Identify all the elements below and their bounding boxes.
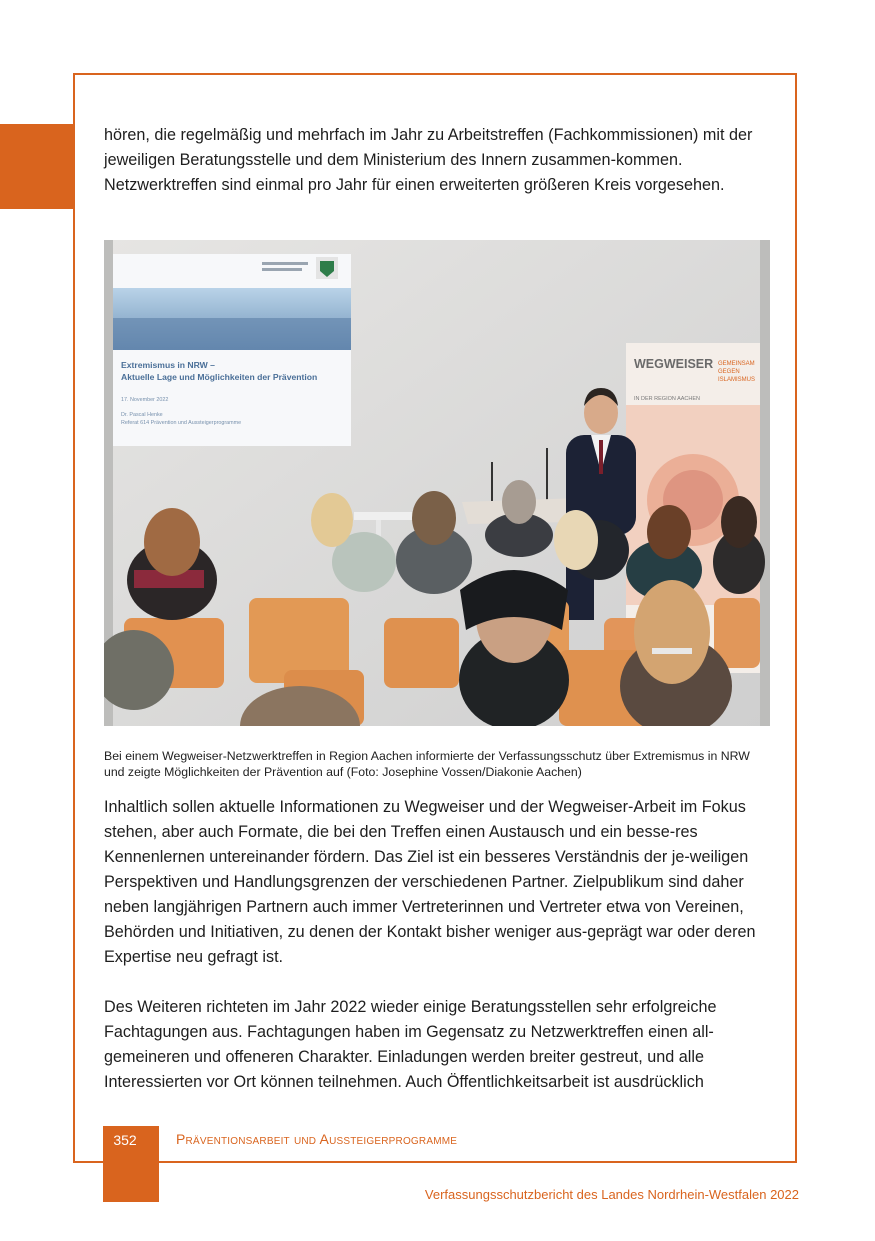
banner-brand: WEGWEISER xyxy=(634,357,714,371)
side-tab xyxy=(0,124,73,209)
section-title: Präventionsarbeit und Aussteigerprogramme xyxy=(176,1131,458,1147)
slide-title-line1: Extremismus in NRW – xyxy=(121,360,215,370)
banner-tagline-1: GEMEINSAM xyxy=(718,361,755,367)
slide-referat: Referat 614 Prävention und Aussteigerprogramme xyxy=(121,420,242,426)
projected-slide xyxy=(113,254,351,446)
page-number: 352 xyxy=(113,1132,137,1148)
banner-region: IN DER REGION AACHEN xyxy=(634,396,701,402)
slide-speaker: Dr. Pascal Henke xyxy=(121,412,163,418)
slide-date: 17. November 2022 xyxy=(121,397,169,403)
paragraph-bottom: Des Weiteren richteten im Jahr 2022 wieder einige Beratungsstellen sehr erfolgreiche Fachtagungen aus. Fachtagungen haben im Gegensatz zu Netzwerktreffen einen all-gemeineren und offeneren Charakter. Einladungen werden breiter gestreut, und alle Interessierten vor Ort können teilnehmen. Auch Öffentlichkeitsarbeit ist ausdrücklich xyxy=(104,998,717,1091)
paragraph-middle: Inhaltlich sollen aktuelle Informationen zu Wegweiser und der Wegweiser-Arbeit im Fokus stehen, aber auch Formate, die bei den Treffen einen Austausch und ein besse-res Kennenlernen untereinander fördern. Das Ziel ist ein besseres Verständnis der je-weiligen Perspektiven und Handlungsgrenzen der verschiedenen Partner. Zielpublikum sind daher neben langjährigen Partnern auch immer Vertreterinnen und Vertreter etwa von Vereinen, Behörden und Initiativen, zu denen der Kontakt bisher weniger aus-geprägt war oder deren Expertise neu gefragt ist. xyxy=(104,798,756,966)
event-photo xyxy=(104,240,770,726)
banner-tagline-3: ISLAMISMUS xyxy=(718,377,756,383)
banner-tagline-2: GEGEN xyxy=(718,369,740,375)
paragraph-top: hören, die regelmäßig und mehrfach im Jahr zu Arbeitstreffen (Fachkommissionen) mit der jeweiligen Beratungsstelle und dem Ministerium des Innern zusammen-kommen. Netzwerktreffen sind einmal pro Jahr für einen erweiterten größeren Kreis vorgesehen. xyxy=(104,126,753,194)
slide-title-line2: Aktuelle Lage und Möglichkeiten der Prävention xyxy=(121,372,318,382)
footer-report-title: Verfassungsschutzbericht des Landes Nordrhein-Westfalen 2022 xyxy=(424,1187,799,1202)
photo-caption: Bei einem Wegweiser-Netzwerktreffen in Region Aachen informierte der Verfassungsschutz über Extremismus in NRW und zeigte Möglichkeiten der Prävention auf (Foto: Josephine Vossen/Diakonie Aachen) xyxy=(104,749,750,779)
